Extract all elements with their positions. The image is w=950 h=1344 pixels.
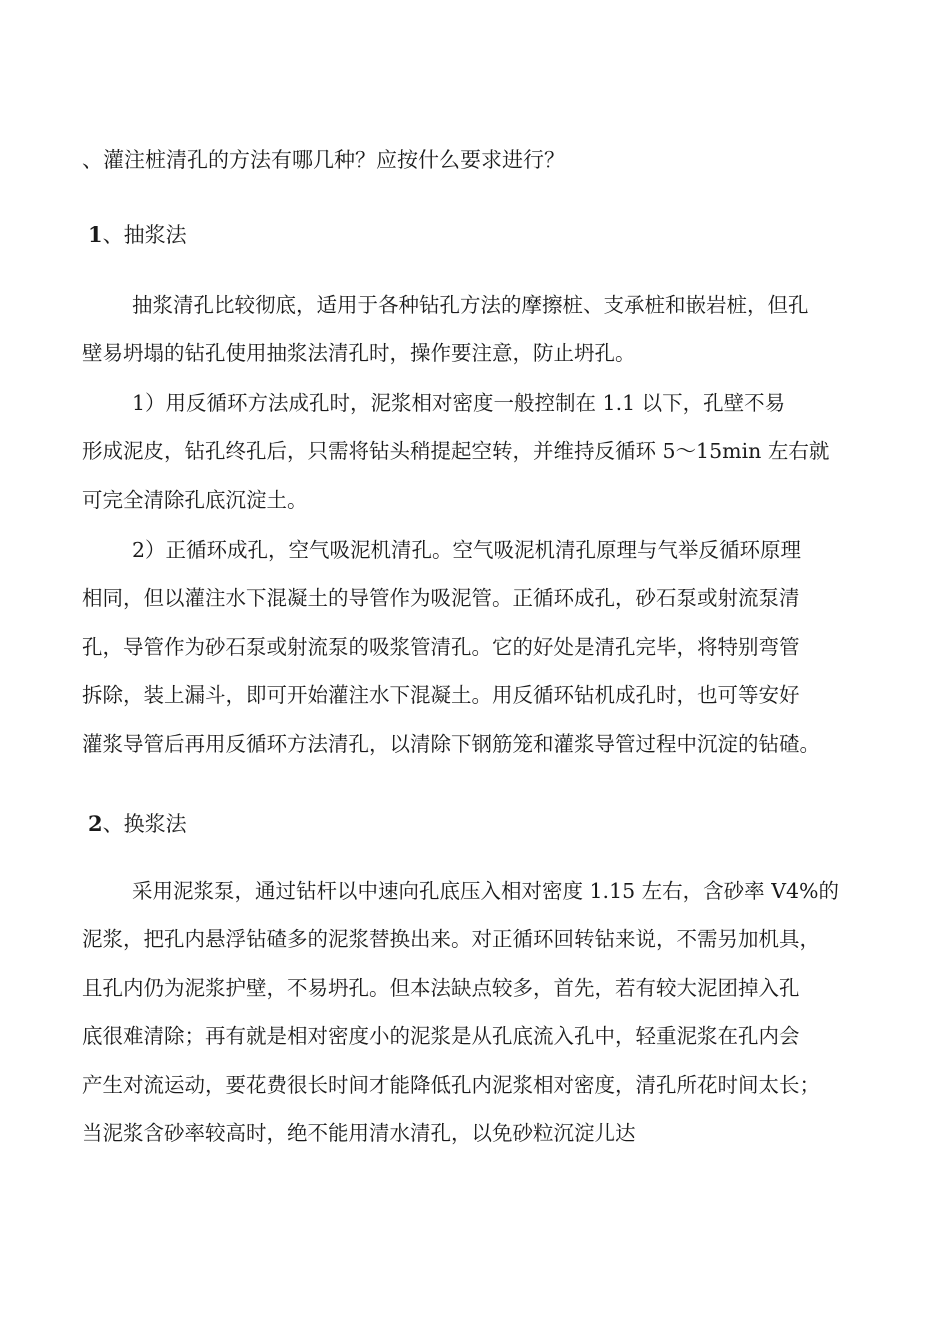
text-line: 孔，导管作为砂石泵或射流泵的吸浆管清孔。它的好处是清孔完毕，将特别弯管 bbox=[82, 634, 800, 659]
section-number: 1 bbox=[88, 222, 103, 247]
text-line: 灌浆导管后再用反循环方法清孔，以清除下钢筋笼和灌浆导管过程中沉淀的钻碴。 bbox=[82, 731, 820, 756]
text-line: 可完全清除孔底沉淀土。 bbox=[82, 487, 308, 512]
text-line: 且孔内仍为泥浆护壁，不易坍孔。但本法缺点较多，首先，若有较大泥团掉入孔 bbox=[82, 975, 800, 1000]
text-line: 形成泥皮，钻孔终孔后，只需将钻头稍提起空转，并维持反循环 5〜15min 左右就 bbox=[82, 439, 830, 464]
paragraph bbox=[82, 281, 882, 378]
text-line: 采用泥浆泵，通过钻杆以中速向孔底压入相对密度 1.15 左右，含砂率 V4%的 bbox=[132, 879, 840, 903]
section-title: 、换浆法 bbox=[102, 812, 187, 836]
paragraph bbox=[82, 867, 882, 1157]
paragraph bbox=[82, 379, 882, 524]
section-heading-2 bbox=[88, 808, 187, 840]
text-line: 1）用反循环方法成孔时，泥浆相对密度一般控制在 1.1 以下，孔壁不易 bbox=[132, 391, 786, 415]
text-line: 相同，但以灌注水下混凝土的导管作为吸泥管。正循环成孔，砂石泵或射流泵清 bbox=[82, 586, 800, 611]
text-line: 产生对流运动，要花费很长时间才能降低孔内泥浆相对密度，清孔所花时间太长； bbox=[82, 1072, 820, 1097]
text-line: 当泥浆含砂率较高时，绝不能用清水清孔，以免砂粒沉淀儿达 bbox=[82, 1120, 636, 1145]
page-title: 、灌注桩清孔的方法有哪几种？应按什么要求进行？ bbox=[82, 148, 565, 172]
section-heading-1 bbox=[88, 219, 187, 251]
section-number: 2 bbox=[88, 811, 103, 836]
text-line: 抽浆清孔比较彻底，适用于各种钻孔方法的摩擦桩、支承桩和嵌岩桩，但孔 bbox=[132, 293, 809, 317]
text-line: 拆除，装上漏斗，即可开始灌注水下混凝土。用反循环钻机成孔时，也可等安好 bbox=[82, 683, 800, 708]
text-line: 底很难清除；再有就是相对密度小的泥浆是从孔底流入孔中，轻重泥浆在孔内会 bbox=[82, 1024, 800, 1049]
section-title: 、抽浆法 bbox=[102, 223, 187, 247]
text-line: 2）正循环成孔，空气吸泥机清孔。空气吸泥机清孔原理与气举反循环原理 bbox=[132, 538, 802, 562]
text-line: 泥浆，把孔内悬浮钻碴多的泥浆替换出来。对正循环回转钻来说，不需另加机具， bbox=[82, 927, 820, 952]
text-line: 壁易坍塌的钻孔使用抽浆法清孔时，操作要注意，防止坍孔。 bbox=[82, 341, 636, 366]
paragraph bbox=[82, 526, 882, 768]
